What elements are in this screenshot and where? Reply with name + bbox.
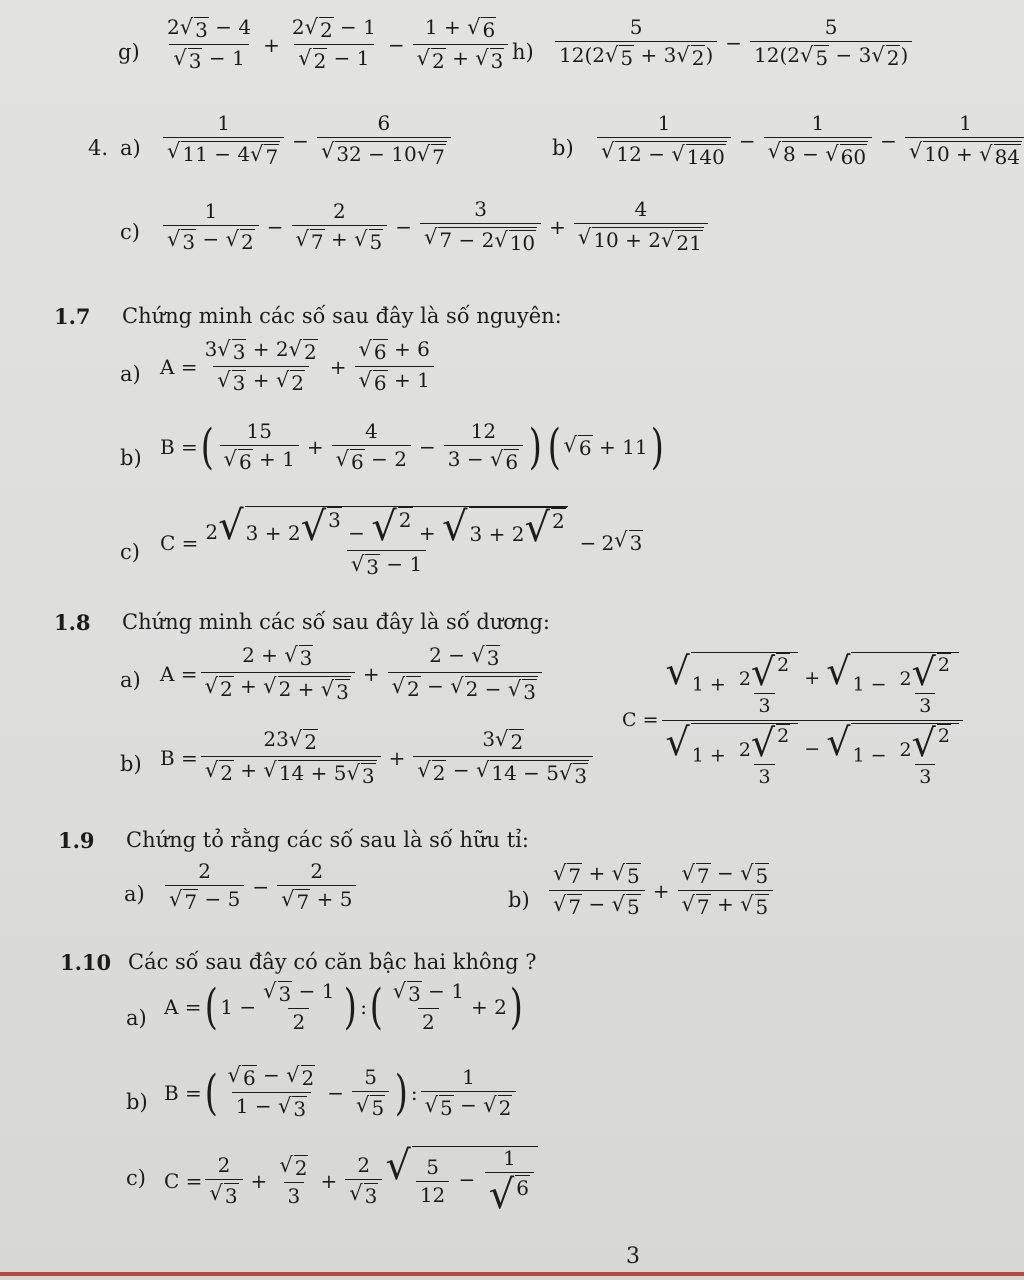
label-110a: a) [126,1006,147,1030]
section-1-8-title: Chứng minh các số sau đây là số dương: [122,610,550,634]
label-19b: b) [508,888,530,912]
label-4a: a) [120,136,141,160]
page-number: 3 [626,1244,640,1269]
exercise-4-number: 4. [88,136,109,160]
expression-18c: C = √ 1 + 2 √ 2 3 + √ 1 − 2 √ 2 3 √ 1 + 2 √ 2 3 − √ 1 − 2 √ 2 3 [622,652,966,789]
expression-17c: C = 2 √ 3 + 2 √ 3 − √ 2 + √ 3 + 2 √ 2 √ 3 − 1 − 2 √ 3 [160,503,643,579]
label-17c: c) [120,540,140,564]
label-110b: b) [126,1090,148,1114]
B-equals: B = [160,435,198,459]
section-1-9-title: Chứng tỏ rằng các số sau là số hữu tỉ: [126,828,529,852]
expression-18a: A = 2 + √ 3 √ 2 + √ 2 + √ 3 + 2 − √ 3 √ 2 − √ 2 − √ 3 [160,644,545,704]
label-18b: b) [120,752,142,776]
expression-18b: B = 23 √ 2 √ 2 + √ 14 + 5 √ 3 + 3 √ 2 √ 2 − √ 14 − 5 √ 3 [160,728,596,788]
label-110c: c) [126,1166,146,1190]
expression-4b: 1 √ 12 − √ 140 − 1 √ 8 − √ 60 − 1 √ 10 + √ 84 [594,112,1024,169]
label-g: g) [118,40,140,64]
C-equals: C = [622,709,659,732]
expression-17b: B = ( 15 √ 6 + 1 + 4 √ 6 − 2 − 12 3 − √ 6 ) ( √ 6 + 11 ) [160,419,664,475]
section-1-10-title: Các số sau đây có căn bậc hai không ? [128,950,537,974]
B-equals: B = [160,746,198,770]
expression-h: 5 12(2 √ 5 + 3 √ 2 ) − 5 12(2 √ 5 − 3 √ 2 ) [552,16,915,70]
label-18a: a) [120,668,141,692]
expression-g: 2 √ 3 − 4 √ 3 − 1 + 2 √ 2 − 1 √ 2 − 1 − 1 + √ 6 √ 2 + √ 3 [160,16,511,73]
label-19a: a) [124,882,145,906]
section-1-7-title: Chứng minh các số sau đây là số nguyên: [122,304,562,328]
A-equals: A = [164,995,202,1019]
B-equals: B = [164,1080,202,1105]
expression-4a: 1 √ 11 − 4 √ 7 − 6 √ 32 − 10 √ 7 [160,112,454,169]
section-1-7-number: 1.7 [54,304,91,329]
expression-110c: C = 2 √ 3 + √ 2 3 + 2 √ 3 √ $\frac{5}{12}$ − 1 √ 6 [164,1146,538,1215]
label-17a: a) [120,362,141,386]
expression-17a: A = 3 √ 3 + 2 √ 2 √ 3 + √ 2 + √ 6 + 6 √ 6 + 1 [160,338,437,395]
page-bottom-edge [0,1272,1024,1276]
label-4b: b) [552,136,574,160]
C-equals: C = [160,530,199,555]
A-equals: A = [160,354,198,379]
C-equals: C = [164,1168,203,1193]
section-1-9-number: 1.9 [58,828,95,853]
expression-110b: B = ( √ 6 − √ 2 1 − √ 3 − 5 √ 5 ) : 1 √ 5 − √ 2 [164,1064,519,1121]
expression-4c: 1 √ 3 − √ 2 − 2 √ 7 + √ 5 − 3 √ 7 − 2 √ 10 + 4 √ 10 + 2 √ 21 [160,198,711,255]
section-1-8-number: 1.8 [54,610,91,635]
label-4c: c) [120,220,140,244]
section-1-10-number: 1.10 [60,950,112,975]
expression-19b: √ 7 + √ 5 √ 7 − √ 5 + √ 7 − √ 5 √ 7 + √ 5 [546,862,776,919]
expression-19a: 2 √ 7 − 5 − 2 √ 7 + 5 [162,860,359,914]
label-h: h) [512,40,534,64]
A-equals: A = [160,662,198,686]
label-17b: b) [120,446,142,470]
expression-110a: A = ( 1 − √ 3 − 1 2 ) : ( √ 3 − 1 2 + 2 ) [164,979,523,1035]
